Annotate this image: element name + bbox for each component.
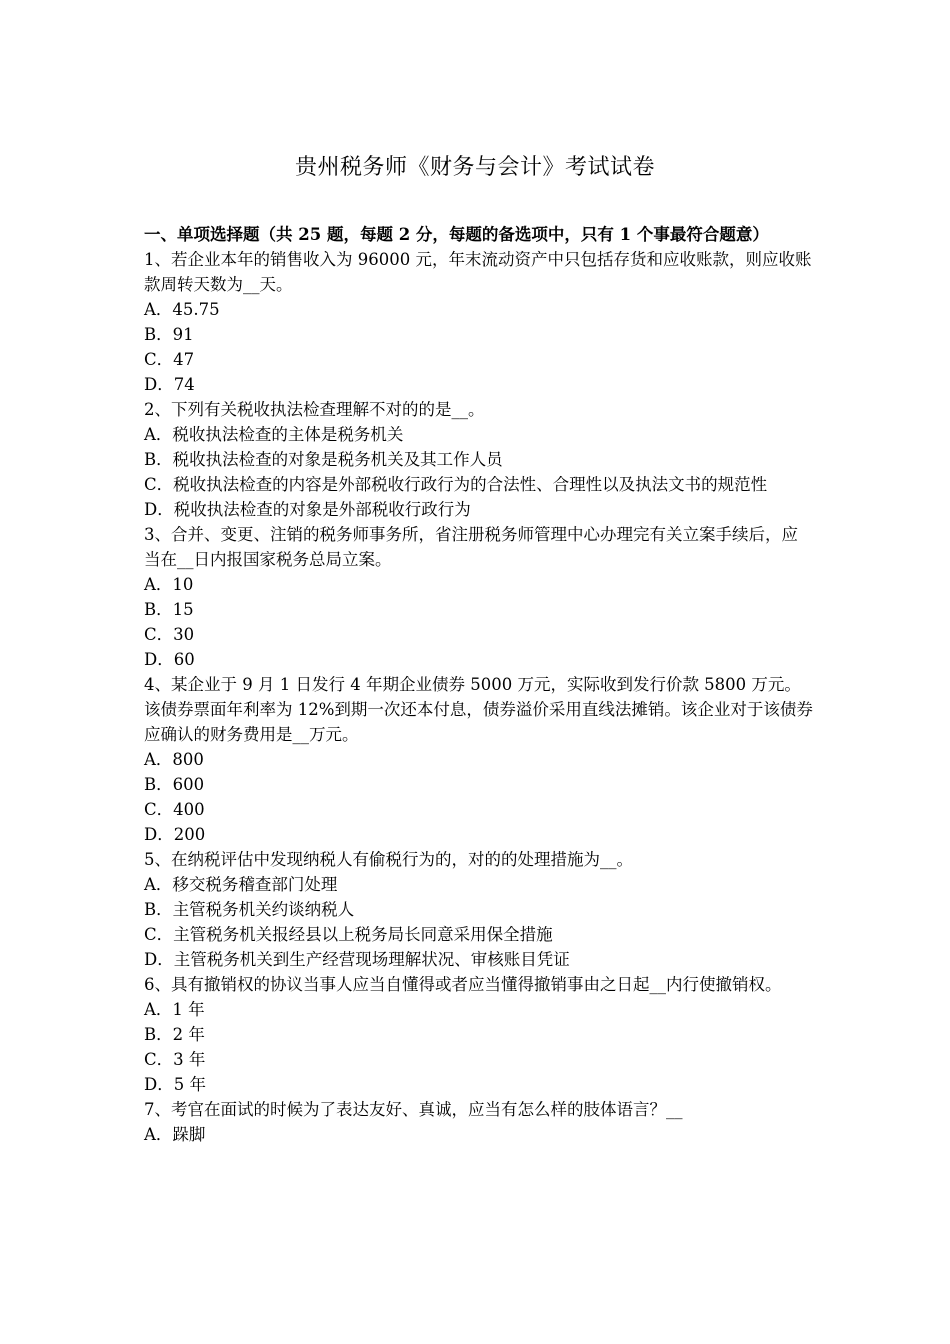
option-d: D．税收执法检查的对象是外部税收行政行为 xyxy=(144,500,471,519)
option-b: B．主管税务机关约谈纳税人 xyxy=(144,900,355,919)
option-b: B．税收执法检查的对象是税务机关及其工作人员 xyxy=(144,450,503,469)
document-body xyxy=(144,222,814,1147)
option-a: A．10 xyxy=(144,575,194,594)
document-title: 贵州税务师《财务与会计》考试试卷 xyxy=(294,155,655,180)
option-c: C．税收执法检查的内容是外部税收行政行为的合法性、合理性以及执法文书的规范性 xyxy=(144,475,768,494)
question-text: 1、若企业本年的销售收入为 96000 元，年末流动资产中只包括存货和应收账款，则应收账款周转天数为__天。 xyxy=(144,250,812,294)
option-a: A．1 年 xyxy=(144,1000,205,1019)
option-c: C．30 xyxy=(144,625,195,644)
question-block-6 xyxy=(144,972,814,1097)
question-block-5 xyxy=(144,847,814,972)
question-block-4 xyxy=(144,672,814,847)
option-d: D．200 xyxy=(144,825,206,844)
question-text: 4、某企业于 9 月 1 日发行 4 年期企业债券 5000 万元，实际收到发行价款 5800 万元。该债券票面年利率为 12%到期一次还本付息，债券溢价采用直线法摊销。该企业对于该债券应确认的财务费用是__万元。 xyxy=(144,675,813,744)
question-block-1 xyxy=(144,247,814,397)
question-text: 6、具有撤销权的协议当事人应当自懂得或者应当懂得撤销事由之日起__内行使撤销权。 xyxy=(144,975,782,994)
option-b: B．91 xyxy=(144,325,194,344)
question-text: 5、在纳税评估中发现纳税人有偷税行为的，对的的处理措施为__。 xyxy=(144,850,633,869)
question-block-2 xyxy=(144,397,814,522)
option-d: D．5 年 xyxy=(144,1075,206,1094)
option-a: A．移交税务稽查部门处理 xyxy=(144,875,338,894)
option-b: B．600 xyxy=(144,775,205,794)
option-d: D．74 xyxy=(144,375,195,394)
section-heading: 一、单项选择题（共 25 题，每题 2 分，每题的备选项中，只有 1 个事最符合题意） xyxy=(144,225,769,244)
question-text: 2、下列有关税收执法检查理解不对的的是__。 xyxy=(144,400,485,419)
question-text: 3、合并、变更、注销的税务师事务所，省注册税务师管理中心办理完有关立案手续后，应当在__日内报国家税务总局立案。 xyxy=(144,525,798,569)
option-a: A．45.75 xyxy=(144,300,220,319)
option-b: B．15 xyxy=(144,600,194,619)
option-a: A．税收执法检查的主体是税务机关 xyxy=(144,425,404,444)
option-c: C．主管税务机关报经县以上税务局长同意采用保全措施 xyxy=(144,925,553,944)
option-d: D．60 xyxy=(144,650,195,669)
question-block-3 xyxy=(144,522,814,672)
question-block-7 xyxy=(144,1097,814,1147)
option-a: A．跺脚 xyxy=(144,1125,206,1144)
option-b: B．2 年 xyxy=(144,1025,205,1044)
option-c: C．3 年 xyxy=(144,1050,206,1069)
question-text: 7、考官在面试的时候为了表达友好、真诚，应当有怎么样的肢体语言？__ xyxy=(144,1100,683,1119)
option-a: A．800 xyxy=(144,750,204,769)
option-d: D．主管税务机关到生产经营现场理解状况、审核账目凭证 xyxy=(144,950,570,969)
option-c: C．47 xyxy=(144,350,195,369)
option-c: C．400 xyxy=(144,800,205,819)
